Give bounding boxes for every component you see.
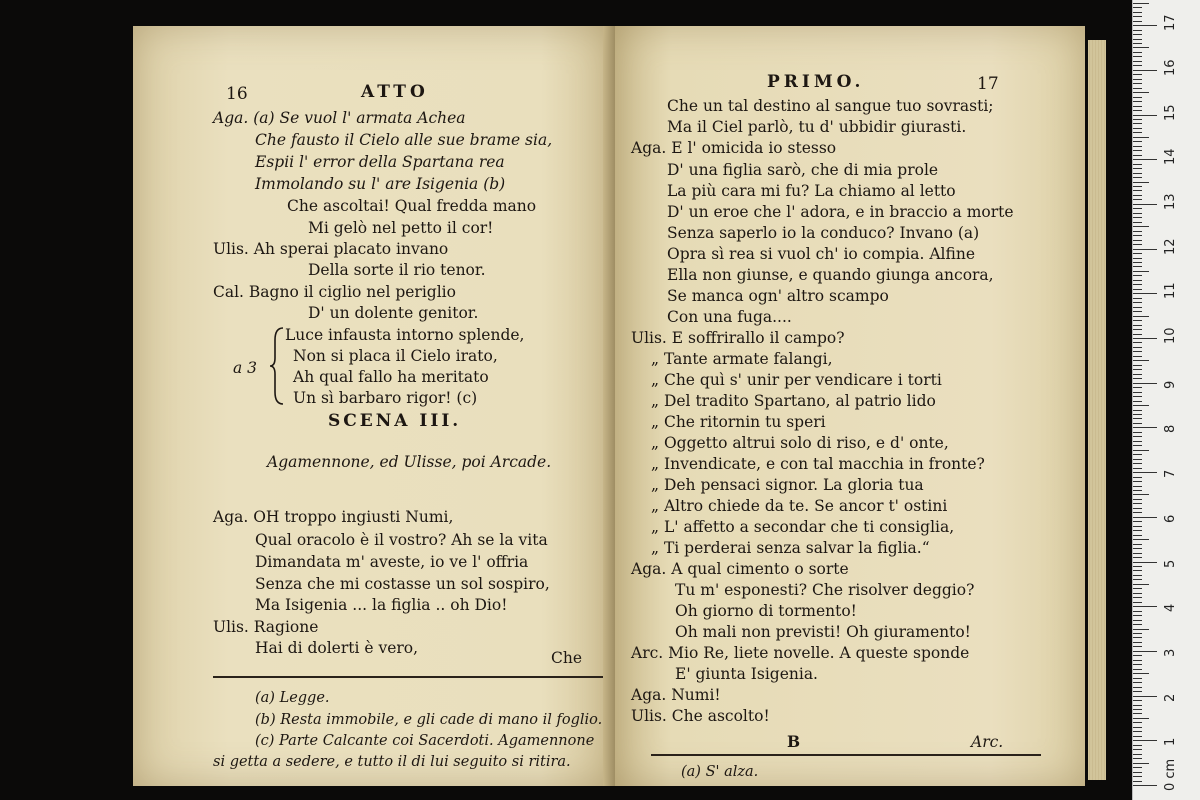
ruler-tick — [1133, 106, 1142, 107]
ruler-tick — [1133, 570, 1142, 571]
ruler-tick — [1133, 481, 1142, 482]
ruler-tick — [1133, 325, 1142, 326]
ruler-tick — [1133, 88, 1142, 89]
ruler-tick — [1133, 637, 1142, 638]
ruler-tick — [1133, 736, 1142, 737]
ruler-tick — [1133, 199, 1142, 200]
text-line: Qual oracolo è il vostro? Ah se la vita — [255, 531, 548, 549]
ruler-tick — [1133, 517, 1157, 518]
ruler-tick — [1133, 687, 1142, 688]
ruler-tick — [1133, 119, 1142, 120]
text-line: Non si placa il Cielo irato, — [293, 347, 498, 365]
ruler-label: 1 — [1163, 738, 1178, 747]
footnote: si getta a sedere, e tutto il di lui seguito si ritira. — [213, 754, 571, 770]
ruler-tick — [1133, 204, 1157, 205]
ruler-tick — [1133, 620, 1142, 621]
ruler-tick — [1133, 47, 1149, 48]
text-line: „ Tante armate falangi, — [651, 350, 833, 368]
text-line: Che fausto il Cielo alle sue brame sia, — [255, 131, 553, 149]
text-line: D' un eroe che l' adora, e in braccio a morte — [667, 203, 1014, 221]
ruler-tick — [1133, 137, 1149, 138]
text-line: Aga. (a) Se vuol l' armata Achea — [213, 109, 466, 127]
ruler-tick — [1133, 258, 1142, 259]
ruler-label: 13 — [1163, 193, 1178, 210]
ruler-tick — [1133, 539, 1149, 540]
ruler-tick — [1133, 342, 1142, 343]
ruler-tick — [1133, 597, 1142, 598]
text-line: Hai di dolerti è vero, — [255, 639, 419, 657]
ruler-tick — [1133, 731, 1142, 732]
ruler-tick — [1133, 208, 1142, 209]
ruler-tick — [1133, 70, 1157, 71]
ruler-tick — [1133, 642, 1142, 643]
ruler-tick — [1133, 772, 1142, 773]
ruler-label: 6 — [1163, 514, 1178, 523]
ruler-tick — [1133, 660, 1142, 661]
text-line: Aga. E l' omicida io stesso — [631, 139, 837, 157]
page-number: 17 — [977, 74, 999, 94]
ruler-tick — [1133, 351, 1142, 352]
text-line: D' una figlia sarò, che di mia prole — [667, 161, 939, 179]
ruler-tick — [1133, 767, 1142, 768]
ruler-label: 14 — [1163, 148, 1178, 166]
ruler-tick — [1133, 410, 1142, 411]
ruler-tick — [1133, 611, 1142, 612]
text-line: Ma il Ciel parlò, tu d' ubbidir giurasti. — [667, 118, 967, 136]
ruler-tick — [1133, 588, 1142, 589]
ruler-tick — [1133, 177, 1142, 178]
footnote: (a) Legge. — [255, 690, 330, 706]
text-line: Aga. Numi! — [631, 686, 721, 704]
ruler-tick — [1133, 226, 1149, 227]
ruler-tick — [1133, 235, 1142, 236]
text-line: „ Altro chiede da te. Se ancor t' ostini — [651, 497, 948, 515]
ruler-tick — [1133, 776, 1142, 777]
ruler-tick — [1133, 651, 1157, 652]
ruler-tick — [1133, 463, 1142, 464]
ruler-tick — [1133, 557, 1142, 558]
ruler-tick — [1133, 669, 1142, 670]
ruler-tick — [1133, 298, 1142, 299]
ruler-tick — [1133, 360, 1149, 361]
ruler-tick — [1133, 266, 1142, 267]
ruler-tick — [1133, 159, 1157, 160]
ruler-tick — [1133, 548, 1142, 549]
text-line: Arc. Mio Re, liete novelle. A queste sponde — [631, 644, 970, 662]
ruler-tick — [1133, 168, 1142, 169]
text-line: Che ascoltai! Qual fredda mano — [287, 197, 537, 215]
ruler-label: 17 — [1163, 14, 1178, 32]
ruler-tick — [1133, 249, 1157, 250]
ruler-tick — [1133, 401, 1142, 402]
ruler-tick — [1133, 445, 1142, 446]
ruler-tick — [1133, 146, 1142, 147]
ruler-tick — [1133, 307, 1142, 308]
ruler-label: 5 — [1163, 559, 1178, 568]
text-line: Ulis. Ragione — [213, 618, 319, 636]
ruler-tick — [1133, 30, 1142, 31]
ruler-tick — [1133, 374, 1142, 375]
ruler-tick — [1133, 21, 1142, 22]
text-line: Aga. A qual cimento o sorte — [631, 560, 849, 578]
text-line: Ulis. E soffrirallo il campo? — [631, 329, 845, 347]
footnote: (c) Parte Calcante coi Sacerdoti. Agamennone — [255, 733, 595, 749]
text-line: Della sorte il rio tenor. — [308, 261, 486, 279]
text-line: Ma Isigenia ... la figlia .. oh Dio! — [255, 596, 508, 614]
text-line: Senza saperlo io la conduco? Invano (a) — [667, 224, 980, 242]
ruler-tick — [1133, 284, 1142, 285]
ruler-tick — [1133, 320, 1142, 321]
ruler-tick — [1133, 347, 1142, 348]
ruler-tick — [1133, 280, 1142, 281]
ruler-tick — [1133, 718, 1149, 719]
text-line: „ Oggetto altrui solo di riso, e d' onte, — [651, 434, 949, 452]
ruler-tick — [1133, 553, 1142, 554]
ruler-tick — [1133, 311, 1142, 312]
ruler-tick — [1133, 508, 1142, 509]
ruler-tick — [1133, 740, 1157, 741]
ruler-tick — [1133, 727, 1142, 728]
ruler-tick — [1133, 468, 1142, 469]
text-line: Se manca ogn' altro scampo — [667, 287, 889, 305]
ruler-tick — [1133, 34, 1142, 35]
ruler-label: 8 — [1163, 425, 1178, 434]
ruler-tick — [1133, 486, 1142, 487]
ruler-tick — [1133, 414, 1142, 415]
ruler-label: 0 cm — [1163, 758, 1178, 791]
ruler-tick — [1133, 244, 1142, 245]
ruler-tick — [1133, 562, 1157, 563]
ruler-tick — [1133, 454, 1142, 455]
ruler-tick — [1133, 432, 1142, 433]
ruler-tick — [1133, 781, 1142, 782]
text-line: E' giunta Isigenia. — [675, 665, 818, 683]
ruler-tick — [1133, 745, 1142, 746]
text-line: Ulis. Che ascolto! — [631, 707, 770, 725]
ruler-tick — [1133, 240, 1142, 241]
ruler-tick — [1133, 39, 1142, 40]
ruler-tick — [1133, 92, 1149, 93]
ruler-tick — [1133, 3, 1149, 4]
ruler-tick — [1133, 472, 1157, 473]
ruler-tick — [1133, 418, 1142, 419]
ruler-tick — [1133, 25, 1157, 26]
open-book — [133, 14, 1095, 786]
text-line: Che un tal destino al sangue tuo sovrasti; — [667, 97, 994, 115]
ruler-tick — [1133, 334, 1142, 335]
ruler-tick — [1133, 316, 1149, 317]
ruler-tick — [1133, 678, 1142, 679]
ruler-tick — [1133, 526, 1142, 527]
footnote-rule — [651, 754, 1041, 756]
ruler-tick — [1133, 624, 1142, 625]
ruler-tick — [1133, 222, 1142, 223]
ruler-tick — [1133, 535, 1142, 536]
ruler-tick — [1133, 123, 1142, 124]
ruler-tick — [1133, 584, 1149, 585]
ruler-tick — [1133, 405, 1149, 406]
ruler-tick — [1133, 253, 1142, 254]
text-line: Cal. Bagno il ciglio nel periglio — [213, 283, 456, 301]
ruler-tick — [1133, 664, 1142, 665]
ruler-tick — [1133, 115, 1157, 116]
ruler-tick — [1133, 190, 1142, 191]
ruler-tick — [1133, 696, 1157, 697]
ruler-tick — [1133, 262, 1142, 263]
ruler-tick — [1133, 754, 1142, 755]
ruler-tick — [1133, 593, 1142, 594]
running-head: PRIMO. — [767, 72, 865, 92]
text-line: Oh mali non previsti! Oh giuramento! — [675, 623, 971, 641]
ruler-tick — [1133, 383, 1157, 384]
ruler-tick — [1133, 490, 1142, 491]
ruler-tick — [1133, 749, 1142, 750]
ruler-tick — [1133, 713, 1142, 714]
ruler-label: 15 — [1163, 103, 1178, 121]
text-line: La più cara mi fu? La chiamo al letto — [667, 182, 956, 200]
ruler-tick — [1133, 173, 1142, 174]
ruler-tick — [1133, 271, 1149, 272]
ruler-tick — [1133, 195, 1142, 196]
ruler-tick — [1133, 722, 1142, 723]
measuring-ruler — [1132, 0, 1200, 800]
ruler-tick — [1133, 494, 1149, 495]
ruler-tick — [1133, 302, 1142, 303]
ruler-tick — [1133, 459, 1142, 460]
brace-icon — [269, 326, 287, 406]
ruler-tick — [1133, 606, 1157, 607]
ruler-label: 3 — [1163, 648, 1178, 657]
ruler-tick — [1133, 97, 1142, 98]
ruler-tick — [1133, 43, 1142, 44]
ruler-tick — [1133, 7, 1142, 8]
ruler-tick — [1133, 217, 1142, 218]
ruler-label: 16 — [1163, 59, 1178, 76]
text-line: D' un dolente genitor. — [308, 304, 479, 322]
ruler-tick — [1133, 56, 1142, 57]
ruler-tick — [1133, 231, 1142, 232]
ruler-tick — [1133, 673, 1149, 674]
text-line: Tu m' esponesti? Che risolver deggio? — [675, 581, 975, 599]
ruler-label: 10 — [1163, 327, 1178, 344]
ruler-tick — [1133, 633, 1142, 634]
ruler-tick — [1133, 709, 1142, 710]
catchword: Arc. — [971, 733, 1004, 751]
ruler-label: 11 — [1163, 282, 1178, 300]
ruler-tick — [1133, 61, 1142, 62]
ruler-tick — [1133, 293, 1157, 294]
ruler-tick — [1133, 682, 1142, 683]
right-page — [615, 26, 1085, 786]
ruler-tick — [1133, 164, 1142, 165]
text-line: Mi gelò nel petto il cor! — [308, 219, 494, 237]
ruler-tick — [1133, 512, 1142, 513]
ruler-label: 2 — [1163, 693, 1178, 702]
text-line: Ella non giunse, e quando giunga ancora, — [667, 266, 994, 284]
scene-title: SCENA III. — [328, 411, 462, 431]
ruler-tick — [1133, 575, 1142, 576]
ruler-tick — [1133, 141, 1142, 142]
ruler-tick — [1133, 450, 1149, 451]
footnote-rule — [213, 676, 603, 678]
ruler-tick — [1133, 329, 1142, 330]
ruler-tick — [1133, 396, 1142, 397]
ruler-tick — [1133, 477, 1142, 478]
ruler-tick — [1133, 530, 1142, 531]
ruler-tick — [1133, 275, 1142, 276]
ruler-tick — [1133, 213, 1142, 214]
footnote: (a) S' alza. — [681, 764, 759, 780]
ruler-tick — [1133, 65, 1142, 66]
ruler-tick — [1133, 110, 1142, 111]
text-line: Espii l' error della Spartana rea — [255, 153, 505, 171]
text-line: Un sì barbaro rigor! (c) — [293, 389, 478, 407]
ruler-tick — [1133, 356, 1142, 357]
ruler-tick — [1133, 705, 1142, 706]
ruler-tick — [1133, 182, 1149, 183]
ruler-tick — [1133, 387, 1142, 388]
text-line: Immolando su l' are Isigenia (b) — [255, 175, 506, 193]
ruler-tick — [1133, 289, 1142, 290]
text-line: Ulis. Ah sperai placato invano — [213, 240, 449, 258]
text-line: „ Deh pensaci signor. La gloria tua — [651, 476, 924, 494]
ruler-tick — [1133, 544, 1142, 545]
ruler-label: 7 — [1163, 469, 1178, 479]
ruler-tick — [1133, 132, 1142, 133]
text-line: Opra sì rea si vuol ch' io compia. Alfine — [667, 245, 975, 263]
ruler-tick — [1133, 785, 1157, 786]
ruler-tick — [1133, 101, 1142, 102]
ruler-tick — [1133, 427, 1157, 428]
ruler-tick — [1133, 499, 1142, 500]
page-number: 16 — [226, 84, 248, 104]
ruler-tick — [1133, 763, 1149, 764]
running-head: ATTO — [361, 82, 429, 102]
ruler-tick — [1133, 392, 1142, 393]
ruler-label: 9 — [1163, 380, 1178, 389]
text-line: Luce infausta intorno splende, — [285, 326, 525, 344]
ruler-tick — [1133, 79, 1142, 80]
a3-label: a 3 — [233, 359, 258, 377]
ruler-tick — [1133, 150, 1142, 151]
text-line: „ Ti perderai senza salvar la figlia.“ — [651, 539, 930, 557]
ruler-label: 12 — [1163, 238, 1178, 255]
ruler-tick — [1133, 369, 1142, 370]
signature-mark: B — [787, 732, 801, 751]
ruler-tick — [1133, 155, 1142, 156]
scene-characters: Agamennone, ed Ulisse, poi Arcade. — [267, 453, 552, 471]
ruler-tick — [1133, 441, 1142, 442]
ruler-tick — [1133, 423, 1142, 424]
ruler-tick — [1133, 365, 1142, 366]
text-line: Dimandata m' aveste, io ve l' offria — [255, 553, 529, 571]
text-line: „ Del tradito Spartano, al patrio lido — [651, 392, 936, 410]
ruler-tick — [1133, 16, 1142, 17]
text-line: Oh giorno di tormento! — [675, 602, 857, 620]
ruler-tick — [1133, 436, 1142, 437]
text-line: Aga. OH troppo ingiusti Numi, — [213, 508, 454, 526]
text-line: „ L' affetto a secondar che ti consiglia, — [651, 518, 955, 536]
text-line: Con una fuga.... — [667, 308, 792, 326]
ruler-tick — [1133, 338, 1157, 339]
ruler-label: 4 — [1163, 603, 1178, 613]
text-line: „ Invendicate, e con tal macchia in fronte? — [651, 455, 985, 473]
catchword: Che — [551, 649, 583, 667]
ruler-tick — [1133, 629, 1149, 630]
text-line: Ah qual fallo ha meritato — [293, 368, 489, 386]
text-line: Senza che mi costasse un sol sospiro, — [255, 575, 550, 593]
footnote: (b) Resta immobile, e gli cade di mano il foglio. — [255, 712, 603, 728]
ruler-tick — [1133, 12, 1142, 13]
ruler-tick — [1133, 566, 1142, 567]
ruler-tick — [1133, 74, 1142, 75]
ruler-tick — [1133, 691, 1142, 692]
ruler-tick — [1133, 521, 1142, 522]
ruler-tick — [1133, 503, 1142, 504]
ruler-tick — [1133, 700, 1142, 701]
ruler-tick — [1133, 378, 1142, 379]
ruler-tick — [1133, 602, 1142, 603]
ruler-tick — [1133, 655, 1142, 656]
ruler-tick — [1133, 52, 1142, 53]
ruler-tick — [1133, 615, 1142, 616]
left-page — [133, 26, 613, 786]
ruler-tick — [1133, 646, 1142, 647]
ruler-tick — [1133, 186, 1142, 187]
text-line: „ Che ritornin tu speri — [651, 413, 826, 431]
ruler-tick — [1133, 83, 1142, 84]
ruler-tick — [1133, 128, 1142, 129]
page-edges — [1088, 40, 1106, 780]
ruler-tick — [1133, 579, 1142, 580]
ruler-tick — [1133, 758, 1142, 759]
text-line: „ Che quì s' unir per vendicare i torti — [651, 371, 942, 389]
